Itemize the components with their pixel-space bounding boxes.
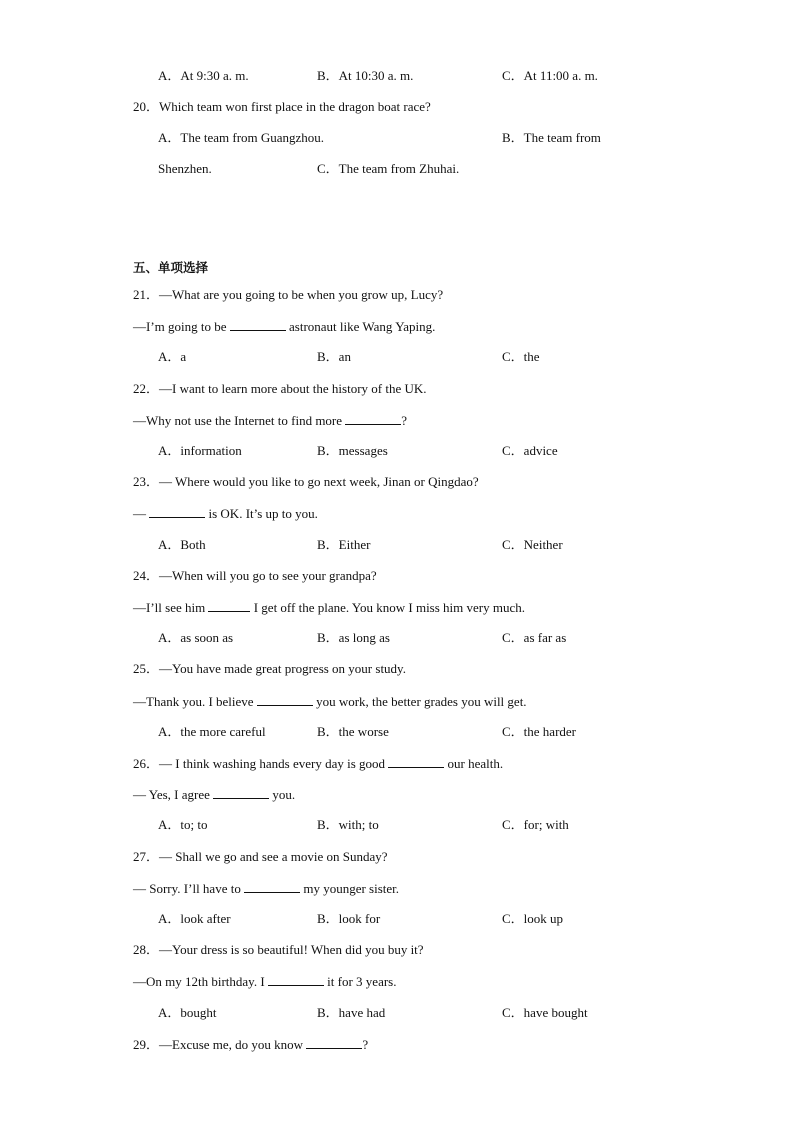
q23-line2-pre: — [133, 506, 146, 521]
q22-option-b: B．messages [317, 443, 388, 458]
q29-line1-pre: 29．—Excuse me, do you know [133, 1037, 304, 1052]
q21-option-a: A．a [158, 349, 187, 364]
q26-line2-pre: — Yes, I agree [133, 787, 210, 802]
q25-option-b: B．the worse [317, 724, 389, 739]
q25-line2 [133, 693, 527, 710]
q23-option-c: C．Neither [502, 537, 563, 552]
q26-line2-post: you. [272, 787, 296, 802]
q23-line2-post: is OK. It’s up to you. [208, 506, 318, 521]
q22-option-c: C．advice [502, 443, 558, 458]
q28-option-b: B．have had [317, 1005, 386, 1020]
q28-line2 [133, 973, 396, 990]
q28-line2-post: it for 3 years. [327, 974, 397, 989]
q24-option-b: B．as long as [317, 630, 390, 645]
q25-line1: 25．—You have made great progress on your study. [133, 661, 406, 676]
q26-option-b: B．with; to [317, 817, 379, 832]
q29-line1 [133, 1036, 368, 1053]
q26-line2 [133, 786, 295, 803]
q24-line2-pre: —I’ll see him [133, 600, 206, 615]
q23-option-a: A．Both [158, 537, 206, 552]
q22-line2-pre: —Why not use the Internet to find more [133, 413, 343, 428]
q24-blank [208, 599, 250, 612]
q28-line2-pre: —On my 12th birthday. I [133, 974, 265, 989]
q21-blank [230, 318, 286, 331]
q25-option-c: C．the harder [502, 724, 577, 739]
q26-line1 [133, 755, 503, 772]
q20-option-a: A．The team from Guangzhou. [158, 130, 325, 145]
q25-blank [257, 693, 313, 706]
q29-line1-post: ? [362, 1037, 369, 1052]
q27-option-c: C．look up [502, 911, 564, 926]
q20-option-b: B．The team from [502, 130, 601, 145]
q27-line1: 27．— Shall we go and see a movie on Sunday? [133, 849, 388, 864]
q21-line1: 21．—What are you going to be when you grow up, Lucy? [133, 287, 444, 302]
q24-line2-post: I get off the plane. You know I miss him very much. [253, 600, 526, 615]
q24-option-a: A．as soon as [158, 630, 234, 645]
section-title: 五、单项选择 [133, 260, 209, 275]
q24-line1: 24．—When will you go to see your grandpa? [133, 568, 377, 583]
q19-option-b: B．At 10:30 a. m. [317, 68, 414, 83]
q23-option-b: B．Either [317, 537, 371, 552]
q27-option-b: B．look for [317, 911, 381, 926]
q23-line1: 23．— Where would you like to go next week, Jinan or Qingdao? [133, 474, 479, 489]
q26-line1-pre: 26．— I think washing hands every day is good [133, 756, 386, 771]
q22-line1: 22．—I want to learn more about the history of the UK. [133, 381, 427, 396]
q21-option-b: B．an [317, 349, 351, 364]
q20-stem: 20．Which team won first place in the dragon boat race? [133, 99, 431, 114]
q25-line2-pre: —Thank you. I believe [133, 694, 254, 709]
q26-blank-1 [388, 755, 444, 768]
q21-line2-post: astronaut like Wang Yaping. [289, 319, 436, 334]
q20-option-c: C．The team from Zhuhai. [317, 161, 460, 176]
q21-line2-pre: —I’m going to be [133, 319, 227, 334]
q22-option-a: A．information [158, 443, 242, 458]
q27-line2-pre: — Sorry. I’ll have to [133, 881, 241, 896]
q24-option-c: C．as far as [502, 630, 567, 645]
q27-blank [244, 880, 300, 893]
q27-option-a: A．look after [158, 911, 231, 926]
q28-option-a: A．bought [158, 1005, 217, 1020]
q21-option-c: C．the [502, 349, 540, 364]
q19-option-c: C．At 11:00 a. m. [502, 68, 598, 83]
q26-option-a: A．to; to [158, 817, 208, 832]
q26-blank-2 [213, 786, 269, 799]
q29-blank [306, 1036, 362, 1049]
q25-option-a: A．the more careful [158, 724, 266, 739]
q24-line2 [133, 599, 525, 616]
q26-option-c: C．for; with [502, 817, 569, 832]
q28-option-c: C．have bought [502, 1005, 588, 1020]
q22-line2 [133, 412, 407, 429]
q26-line1-post: our health. [447, 756, 504, 771]
q28-blank [268, 973, 324, 986]
q22-line2-post: ? [401, 413, 408, 428]
q22-blank [345, 412, 401, 425]
q28-line1: 28．—Your dress is so beautiful! When did you buy it? [133, 942, 424, 957]
q23-line2 [133, 505, 318, 522]
q19-option-a: A．At 9:30 a. m. [158, 68, 249, 83]
q27-line2 [133, 880, 399, 897]
q25-line2-post: you work, the better grades you will get. [316, 694, 527, 709]
q27-line2-post: my younger sister. [303, 881, 400, 896]
q20-option-b-continued: Shenzhen. [158, 161, 212, 176]
q21-line2 [133, 318, 435, 335]
q23-blank [149, 505, 205, 518]
